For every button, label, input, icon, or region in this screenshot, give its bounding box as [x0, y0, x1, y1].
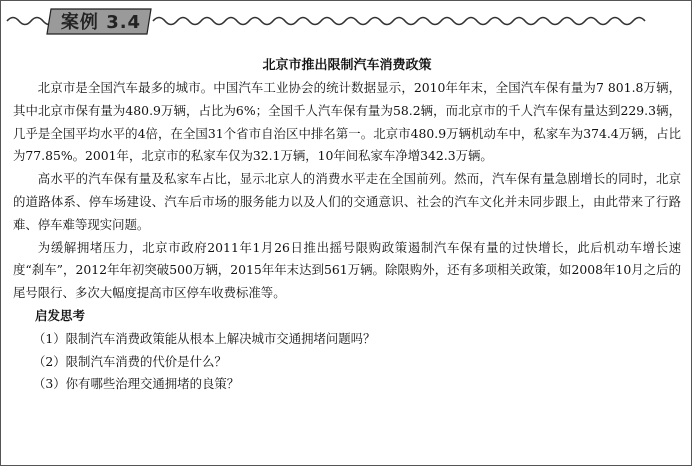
section-heading: 启发思考 [35, 307, 86, 323]
question-2: （2）限制汽车消费的代价是什么？ [33, 353, 227, 369]
question-3: （3）你有哪些治理交通拥堵的良策？ [33, 376, 240, 392]
paragraph-1: 北京市是全国汽车最多的城市。中国汽车工业协会的统计数据显示，2010年年末，全国汽车保有量为7 801.8万辆，其中北京市保有量为480.9万辆，占比为6%；全国千人汽车保有量为58.2辆，而北京市的千人汽车保有量达到229.3辆，几乎是全国平均水平的4倍，在全国31个省市自治区中排名第一。北京市480.9万辆机动车中，私家车为374.4万辆，占比为77.85%。2001年，北京市的私家车仅为32.1万辆，10年间私家车净增342.3万辆。 [13, 80, 681, 164]
paragraph-2: 高水平的汽车保有量及私家车占比，显示北京人的消费水平走在全国前列。然而，汽车保有量急剧增长的同时，北京的道路体系、停车场建设、汽车后市场的服务能力以及人们的交通意识、社会的汽车文化并未同步跟上，由此带来了行路难、停车难等现实问题。 [13, 171, 681, 232]
question-1: （1）限制汽车消费政策能从根本上解决城市交通拥堵问题吗？ [33, 330, 376, 346]
case-header [1, 1, 693, 43]
case-number-label: 案例 3.4 [60, 12, 142, 33]
article-body [13, 77, 681, 396]
article-title: 北京市推出限制汽车消费政策 [262, 58, 432, 73]
paragraph-3: 为缓解拥堵压力，北京市政府2011年1月26日推出摇号限购政策遏制汽车保有量的过快增长，此后机动车增长速度“刹车”，2012年年初突破500万辆，2015年年末达到561万辆。除限购外，还有多项相关政策，如2008年10月之后的尾号限行、多次大幅度提高市区停车收费标准等。 [13, 239, 681, 301]
